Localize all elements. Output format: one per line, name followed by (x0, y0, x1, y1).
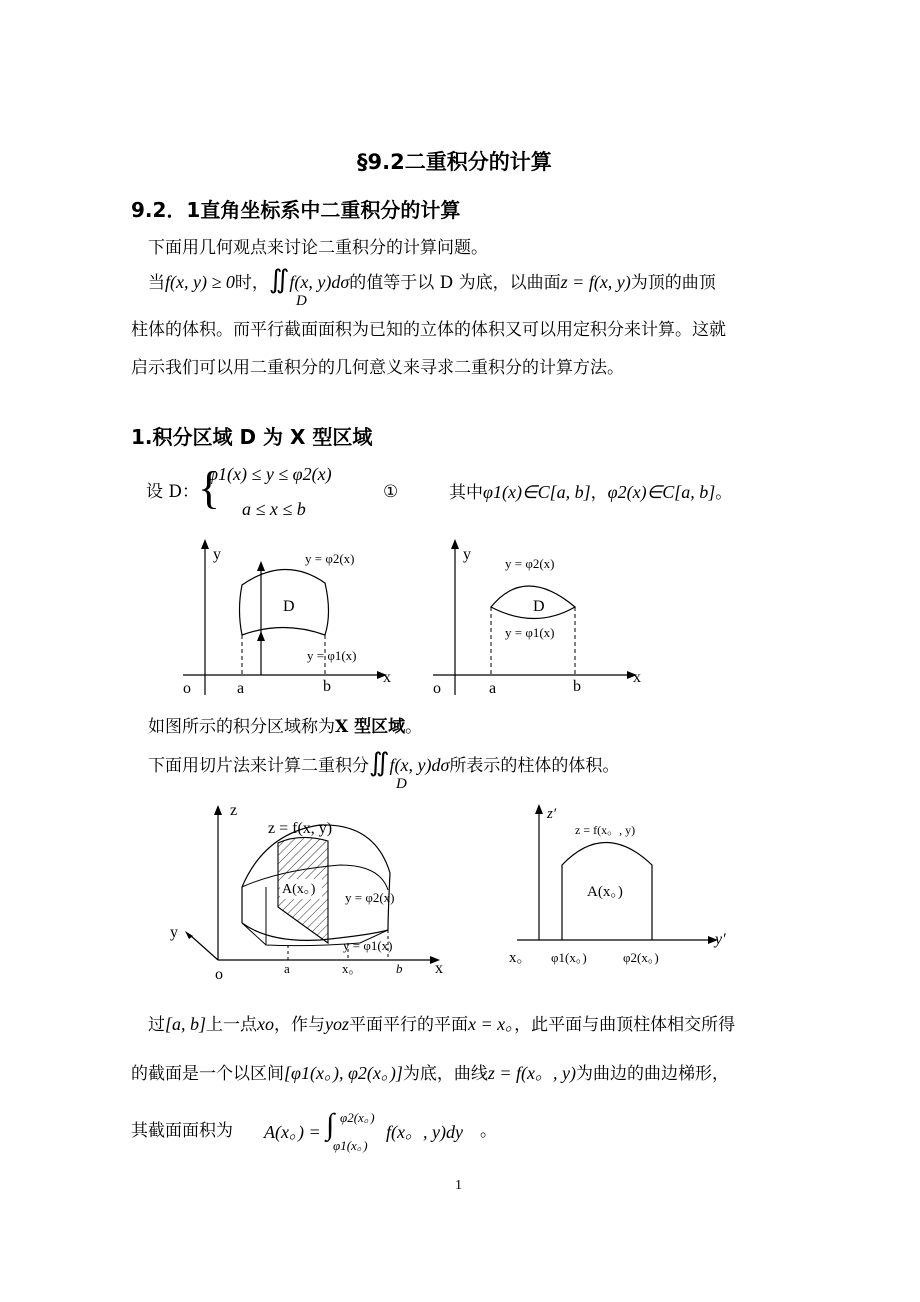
para2-l2-curve: z = f(x。, y) (487, 1063, 577, 1083)
fig3-y-label: y (170, 924, 178, 941)
slice-integral-subscript: D (396, 776, 407, 792)
def-end: 。 (715, 483, 733, 503)
single-integral-sign: ∫ (326, 1108, 335, 1141)
para1-t2: 的值等于以 D 为底，以曲面 (349, 273, 561, 293)
fig2-a: a (489, 680, 497, 697)
fig2-b: b (573, 678, 581, 695)
fig3-z-label: z (230, 802, 238, 819)
fig4-y-label: y′ (715, 931, 726, 948)
slice-pre: 下面用切片法来计算二重积分 (148, 756, 369, 776)
para2-t3: ，作与 (274, 1015, 326, 1035)
section-heading: 9.2．1直角坐标系中二重积分的计算 (131, 198, 461, 222)
slice-integrand: f(x, y)dσ (389, 755, 450, 775)
fig4-area-label: A(x。) (587, 884, 623, 900)
para2-line1 (148, 1012, 735, 1037)
para1-condition: f(x, y) ≥ 0 (165, 272, 235, 292)
def-row2: a ≤ x ≤ b (242, 499, 306, 519)
fig3-upper-label: y = φ2(x) (345, 890, 395, 905)
fig1-x-label: x (383, 669, 391, 686)
para2-l3-lhs: A(x。) = (264, 1122, 321, 1142)
xtype-end: 。 (405, 717, 423, 737)
fig2-region-label: D (533, 598, 545, 615)
para2-l2-t1: 的截面是一个以区间 (131, 1064, 284, 1084)
fig2-origin: o (433, 680, 441, 697)
slice-post: 所表示的柱体的体积。 (449, 756, 620, 776)
para1-line3: 启示我们可以用二重积分的几何意义来寻求二重积分的计算方法。 (131, 358, 624, 378)
fig3-y-axis (190, 935, 218, 960)
para2-l3-upper: φ2(x。) (340, 1110, 375, 1125)
fig1-upper-arrow-icon (257, 561, 265, 571)
para1-t3: 为顶的曲顶 (630, 273, 716, 293)
fig1-b: b (323, 678, 331, 695)
para2-line2 (131, 1061, 729, 1086)
para2-interval: [a, b] (165, 1014, 207, 1034)
para2-eq: x = x。 (468, 1014, 515, 1034)
page-title: §9.2二重积分的计算 (357, 150, 552, 174)
fig1-a: a (237, 680, 245, 697)
fig2-y-arrow-icon (451, 539, 459, 549)
para1-surface: z = f(x, y) (560, 272, 631, 292)
fig3-a: a (284, 961, 290, 976)
def-where1: φ1(x)∈C[a, b] (483, 482, 591, 502)
fig3-lower-label: y = φ1(x) (343, 938, 393, 953)
para2-t1: 过 (148, 1015, 165, 1035)
para2-l2-t2: 为底，曲线 (402, 1064, 488, 1084)
def-sep: ， (590, 483, 608, 503)
fig2-y-label: y (463, 546, 471, 563)
fig1-region-label: D (283, 598, 295, 615)
fig3-area-label: A(x。) (282, 882, 316, 897)
subsection-number: 1. (131, 425, 153, 449)
fig3-x-label: x (435, 960, 443, 977)
para2-l3-lower: φ1(x。) (333, 1138, 368, 1153)
page-number: 1 (455, 1178, 462, 1193)
fig3-surface-label: z = f(x, y) (268, 820, 333, 837)
def-label: 设 D： (146, 482, 200, 502)
para2-l3-t1: 其截面面积为 (131, 1121, 233, 1141)
fig3-origin: o (215, 966, 223, 983)
para1-line1 (148, 265, 716, 295)
fig1-lower-arrow-icon (257, 631, 265, 641)
para2-l3-end: 。 (480, 1121, 497, 1141)
fig2-upper-label: y = φ2(x) (505, 556, 555, 571)
fig3-y-arrow-icon (185, 931, 193, 939)
fig3-b: b (396, 961, 403, 976)
para2-x0: xo (257, 1014, 275, 1034)
xtype-pre: 如图所示的积分区域称为 (148, 717, 335, 737)
brace-icon: { (198, 462, 221, 513)
fig1-upper-label: y = φ2(x) (305, 551, 355, 566)
figure-2-x-type-region (425, 535, 655, 705)
fig4-right-label: φ2(x。) (623, 950, 659, 965)
fig1-lower-label: y = φ1(x) (307, 648, 357, 663)
subsection-text: 积分区域 D 为 X 型区域 (152, 425, 373, 449)
fig1-y-label: y (213, 546, 221, 563)
subsection-heading (131, 421, 372, 450)
figure-3-slice-solid (160, 795, 460, 985)
fig1-origin: o (183, 680, 191, 697)
fig3-z-arrow-icon (214, 805, 222, 815)
fig2-lower-label: y = φ1(x) (505, 625, 555, 640)
figure-1-x-type-region (175, 535, 405, 705)
para1-integrand: f(x, y)dσ (289, 272, 350, 292)
def-where (449, 480, 732, 505)
def-where-pre: 其中 (449, 483, 483, 503)
x-type-sentence (148, 715, 422, 739)
para2-plane: yoz (325, 1014, 350, 1034)
para2-t4: 平面平行的平面 (349, 1015, 469, 1035)
fig4-z-label: z′ (547, 806, 557, 822)
para1-integral-subscript: D (296, 293, 307, 309)
double-integral-sign: ∬ (268, 265, 290, 294)
slice-integral-sign: ∬ (369, 748, 390, 777)
para2-l3-integrand: f(x。, y)dy (386, 1122, 463, 1142)
para2-l2-t3: 为曲边的曲边梯形， (576, 1064, 730, 1084)
fig4-z-arrow-icon (535, 804, 543, 814)
def-row1: φ1(x) ≤ y ≤ φ2(x) (208, 464, 332, 484)
fig2-x-label: x (633, 669, 641, 686)
para1-pre: 当 (148, 273, 165, 293)
fig3-x0: x。 (342, 961, 362, 976)
para1-line2: 柱体的体积。而平行截面面积为已知的立体的体积又可以用定积分来计算。这就 (131, 320, 726, 340)
def-where2: φ2(x)∈C[a, b] (607, 482, 716, 502)
def-marker: ① (383, 482, 399, 502)
para2-l2-interval: [φ1(x。), φ2(x。)] (284, 1063, 403, 1083)
xtype-term: X 型区域 (335, 717, 406, 737)
fig4-origin: x。 (509, 950, 532, 966)
para2-t2: 上一点 (206, 1015, 258, 1035)
fig1-y-arrow-icon (201, 539, 209, 549)
intro-line: 下面用几何观点来讨论二重积分的计算问题。 (148, 238, 488, 258)
slice-sentence (148, 748, 620, 778)
fig4-left-label: φ1(x。) (551, 950, 587, 965)
fig4-curve-label: z = f(x。, y) (575, 823, 636, 837)
para2-t5: ，此平面与曲顶柱体相交所得 (514, 1015, 736, 1035)
figure-4-cross-section (505, 800, 750, 975)
para1-t1: 时， (234, 273, 269, 293)
